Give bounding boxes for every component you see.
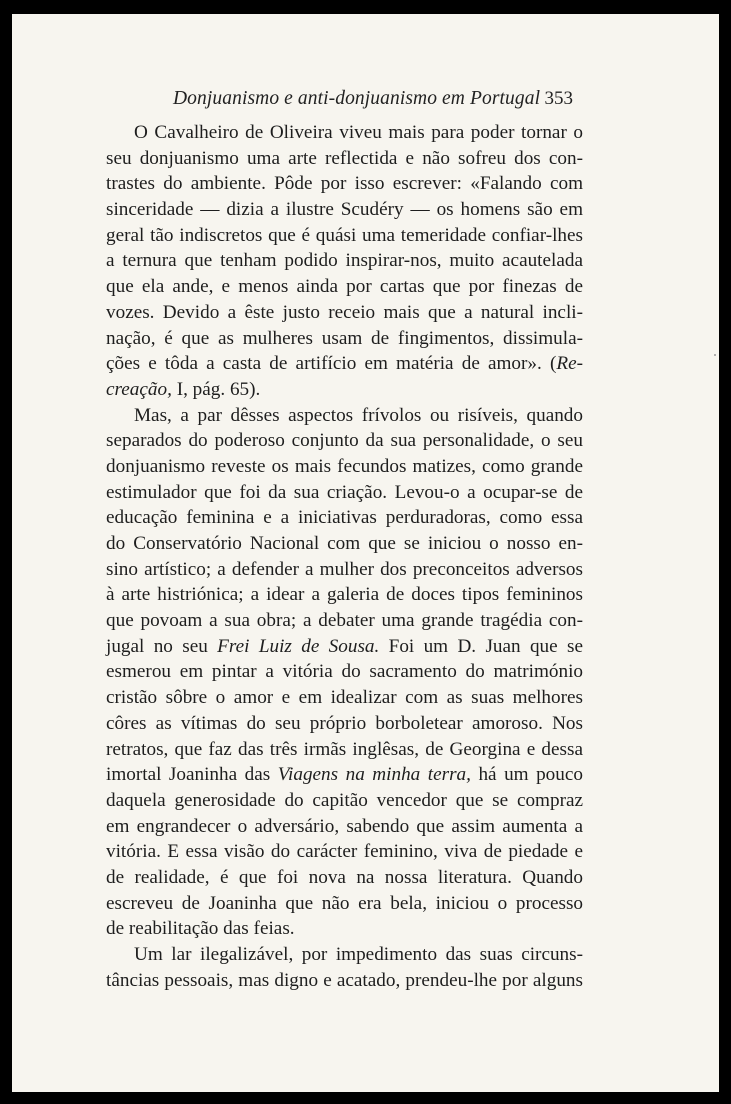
text-line — [106, 839, 583, 865]
text-line — [106, 351, 583, 377]
text-run: esmerou em pintar a vitória do sacramento do matrimónio — [106, 661, 583, 683]
text-run: seu donjuanismo uma arte reflectida e não sofreu dos con- — [106, 147, 583, 169]
text-line — [106, 634, 583, 660]
text-line — [106, 223, 583, 249]
text-line — [106, 120, 583, 146]
text-line — [106, 608, 583, 634]
italic-run: creação, — [106, 378, 172, 400]
italic-run: Re- — [556, 353, 583, 375]
text-line — [106, 480, 583, 506]
text-run: sino artístico; a defender a mulher dos preconceitos adversos — [106, 558, 583, 580]
italic-run: Viagens na minha terra, — [277, 764, 471, 786]
text-line — [106, 557, 583, 583]
text-line — [106, 454, 583, 480]
text-run: côres as vítimas do seu próprio borboletear amoroso. Nos — [106, 712, 583, 734]
text-line — [106, 942, 583, 968]
text-run: do Conservatório Nacional com que se iniciou o nosso en- — [106, 533, 583, 554]
text-run: cristão sôbre o amor e em idealizar com as suas melhores — [106, 687, 583, 709]
text-run: há um pouco — [470, 764, 583, 786]
text-line — [106, 737, 583, 763]
text-run: tâncias pessoais, mas digno e acatado, prendeu-lhe por alguns — [106, 969, 583, 991]
text-line — [106, 274, 583, 300]
text-run: donjuanismo reveste os mais fecundos matizes, como grande — [106, 455, 583, 477]
text-run: que povoam a sua obra; a debater uma grande tragédia con- — [106, 610, 583, 632]
text-run: sinceridade — dizia a ilustre Scudéry — os homens são em — [106, 199, 583, 221]
text-line — [106, 582, 583, 608]
text-line — [106, 505, 583, 531]
text-run: ções e tôda a casta de artifício em matéria de amor». ( — [106, 353, 557, 375]
text-run: vitória. E essa visão do carácter feminino, viva de piedade e — [106, 841, 583, 863]
running-header — [173, 88, 573, 116]
text-line — [106, 377, 583, 403]
text-line — [106, 171, 583, 197]
text-run: de realidade, é que foi nova na nossa literatura. Quando — [106, 866, 583, 888]
running-title: Donjuanismo e anti-donjuanismo em Portugal — [173, 88, 541, 109]
text-run: educação feminina e a iniciativas perduradoras, como essa — [106, 507, 583, 529]
text-run: Um lar ilegalizável, por impedimento das suas circuns- — [134, 944, 583, 965]
text-line — [106, 916, 583, 942]
text-run: estimulador que foi da sua criação. Levou-o a ocupar-se de — [106, 481, 583, 503]
text-run: retratos, que faz das três irmãs inglêsas, de Georgina e dessa — [106, 738, 583, 760]
text-line — [106, 146, 583, 172]
text-run: geral tão indiscretos que é quási uma temeridade confiar-lhes — [106, 224, 583, 246]
text-line — [106, 865, 583, 891]
italic-run: Frei Luiz de Sousa. — [217, 635, 380, 657]
text-line — [106, 891, 583, 917]
text-run: O Cavalheiro de Oliveira viveu mais para poder tornar o — [134, 122, 583, 143]
text-line — [106, 428, 583, 454]
paper-speck — [714, 354, 716, 356]
text-run: trastes do ambiente. Pôde por isso escrever: «Falando com — [106, 173, 583, 195]
text-run: I, pág. 65). — [171, 378, 261, 400]
text-line — [106, 326, 583, 352]
text-run: Mas, a par dêsses aspectos frívolos ou risíveis, quando — [134, 404, 583, 426]
text-line — [106, 197, 583, 223]
text-line — [106, 403, 583, 429]
text-run: de reabilitação das feias. — [106, 918, 295, 940]
text-line — [106, 711, 583, 737]
text-line — [106, 762, 583, 788]
text-line — [106, 788, 583, 814]
text-line — [106, 531, 583, 557]
text-run: Foi um D. Juan que se — [379, 635, 583, 657]
text-line — [106, 685, 583, 711]
text-run: imortal Joaninha das — [106, 764, 278, 786]
text-line — [106, 814, 583, 840]
body-text — [106, 120, 583, 993]
text-run: vozes. Devido a êste justo receio mais que a natural incli- — [106, 301, 583, 323]
page-number: 353 — [544, 88, 573, 109]
text-run: nação, é que as mulheres usam de fingimentos, dissimula- — [106, 327, 583, 349]
text-run: jugal no seu — [106, 635, 218, 657]
text-run: escreveu de Joaninha que não era bela, iniciou o processo — [106, 892, 583, 914]
text-line — [106, 968, 583, 994]
text-line — [106, 659, 583, 685]
text-run: daquela generosidade do capitão vencedor que se compraz — [106, 789, 583, 811]
text-run: a ternura que tenham podido inspirar-nos, muito acautelada — [106, 250, 583, 272]
text-run: à arte histriónica; a idear a galeria de doces tipos femininos — [106, 584, 583, 606]
text-run: em engrandecer o adversário, sabendo que assim aumenta a — [106, 815, 583, 837]
text-run: separados do poderoso conjunto da sua personalidade, o seu — [106, 430, 583, 452]
text-run: que ela ande, e menos ainda por cartas que por finezas de — [106, 276, 583, 298]
text-line — [106, 300, 583, 326]
text-line — [106, 248, 583, 274]
